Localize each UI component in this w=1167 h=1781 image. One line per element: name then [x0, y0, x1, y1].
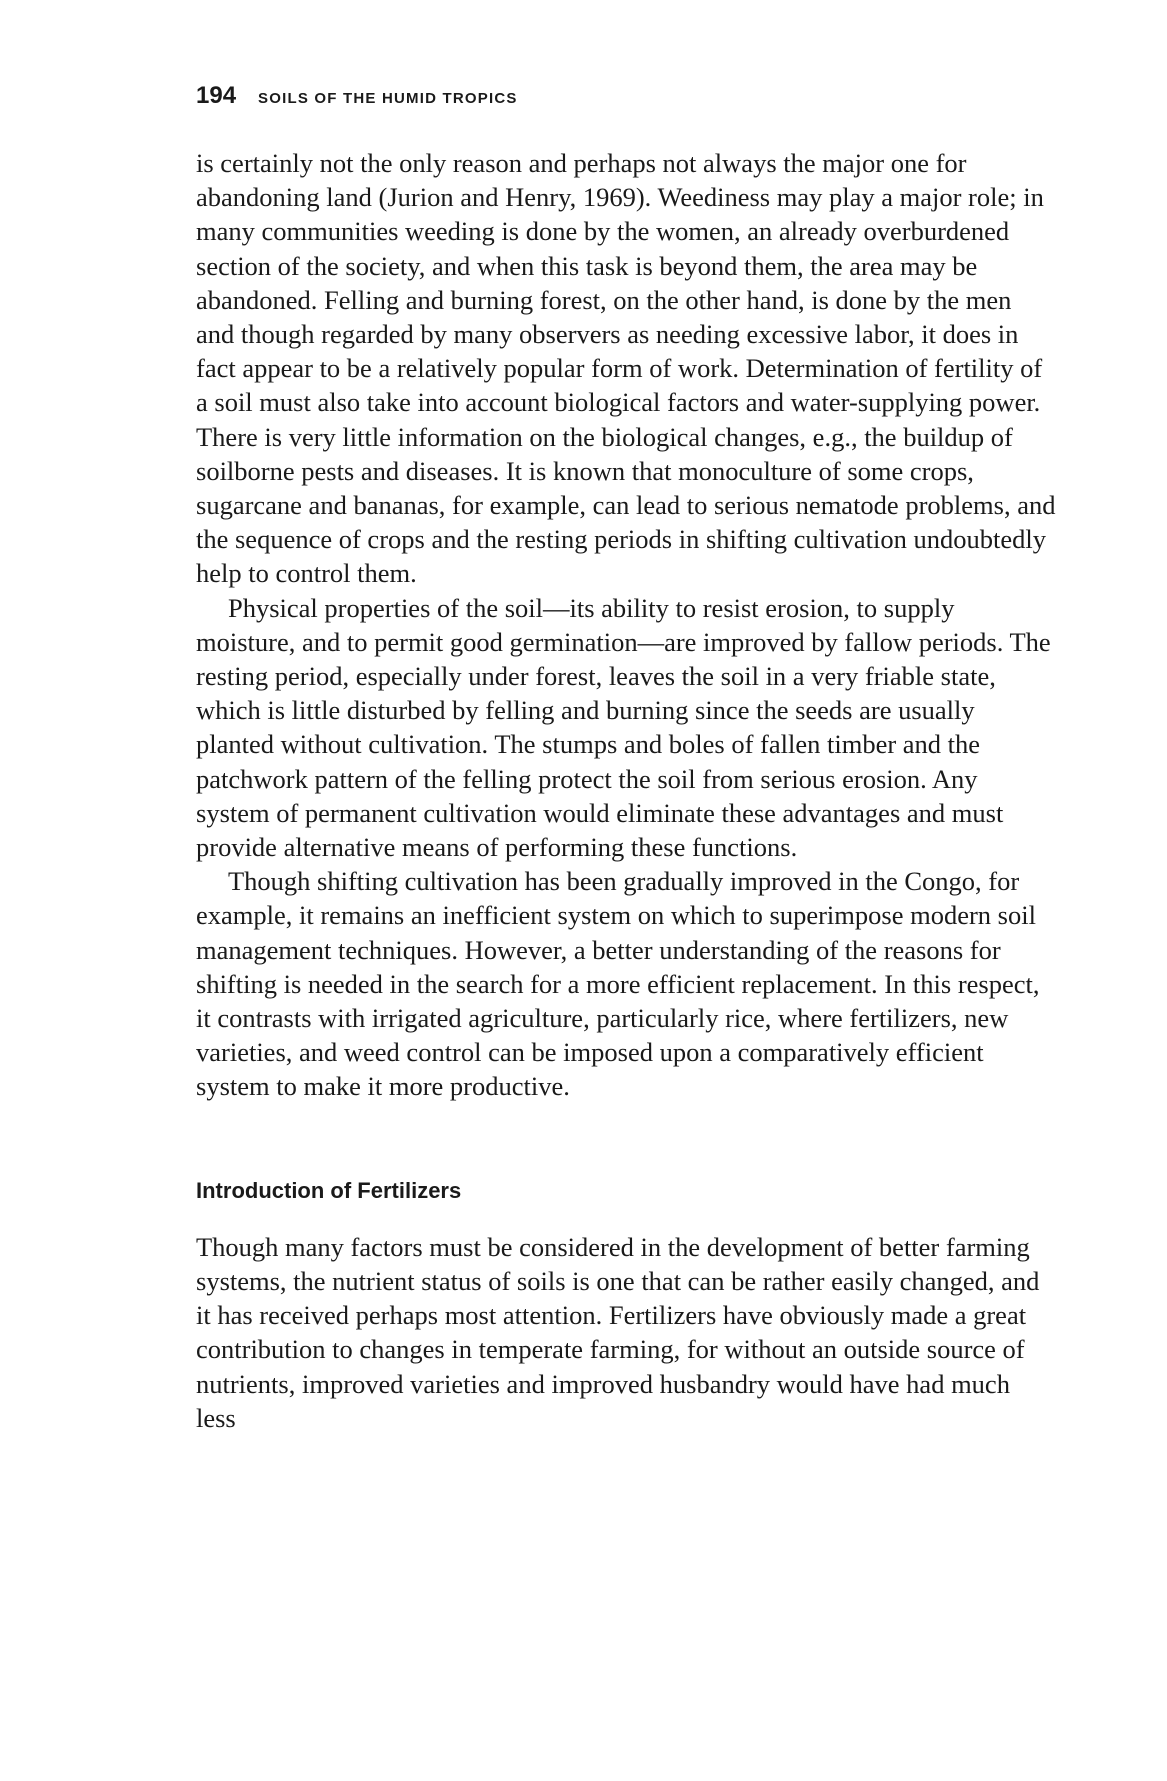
- section-heading: Introduction of Fertilizers: [196, 1177, 462, 1203]
- paragraph-physical-properties: Physical properties of the soil—its ability to resist erosion, to supply moisture, and to permit good germination—are improved by fallow periods. The resting period, especially under forest, leaves the soil in a very friable state, which is little disturbed by felling and burning since the seeds are usually planted without cultivation. The stumps and boles of fallen timber and the patchwork pattern of the felling protect the soil from serious erosion. Any system of permanent cultivation would eliminate these advantages and must provide alternative means of performing these functions.: [196, 592, 1051, 863]
- running-title: SOILS OF THE HUMID TROPICS: [258, 90, 518, 107]
- paragraph-fertilizers: Though many factors must be considered in the development of better farming systems, the nutrient status of soils is one that can be rather easily changed, and it has received perhaps most attention. Fertilizers have obviously made a great contribution to changes in temperate farming, for without an outside source of nutrients, improved varieties and improved husbandry would have had much less: [196, 1231, 1040, 1433]
- paragraph-continued: is certainly not the only reason and perhaps not always the major one for abandoning land (Jurion and Henry, 1969). Weediness may play a major role; in many communities weeding is done by the women, an already overburdened section of the society, and when this task is beyond them, the area may be abandoned. Felling and burning forest, on the other hand, is done by the men and though regarded by many observers as needing excessive labor, it does in fact appear to be a relatively popular form of work. Determination of fertility of a soil must also take into account biological factors and water-supplying power. There is very little information on the biological changes, e.g., the buildup of soilborne pests and diseases. It is known that monoculture of some crops, sugarcane and bananas, for example, can lead to serious nematode problems, and the sequence of crops and the resting periods in shifting cultivation undoubtedly help to control them.: [196, 148, 1056, 589]
- body-text: [196, 146, 1056, 1435]
- book-page: [196, 82, 1056, 1435]
- running-head: [196, 82, 1056, 116]
- paragraph-shifting-cultivation: Though shifting cultivation has been gradually improved in the Congo, for example, it remains an inefficient system on which to superimpose modern soil management techniques. However, a better understanding of the reasons for shifting is needed in the search for a more efficient replacement. In this respect, it contrasts with irrigated agriculture, particularly rice, where fertilizers, new varieties, and weed control can be imposed upon a comparatively efficient system to make it more productive.: [196, 866, 1040, 1102]
- page-number: 194: [196, 82, 237, 109]
